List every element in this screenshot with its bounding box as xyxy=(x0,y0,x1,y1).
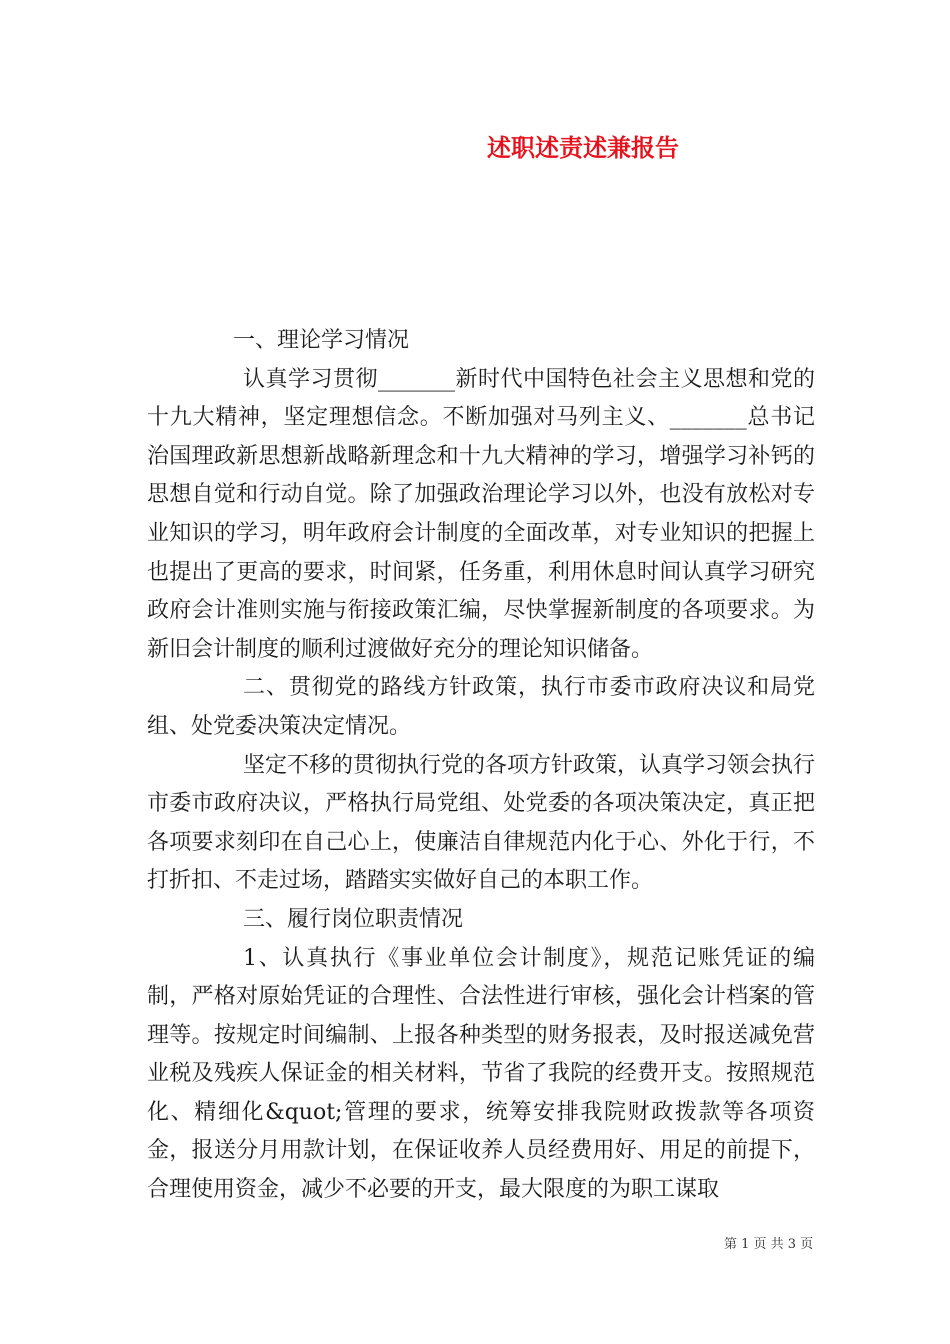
section-heading-party-policy: 二、贯彻党的路线方针政策，执行市委市政府决议和局党组、处党委决策决定情况。 xyxy=(147,675,815,739)
document-body xyxy=(147,322,815,1210)
section-heading-job-duties: 三、履行岗位职责情况 xyxy=(243,906,464,932)
section-heading-theory-study: 一、理论学习情况 xyxy=(233,328,410,353)
paragraph-theory-study: 认真学习贯彻_______新时代中国特色社会主义思想和党的十九大精神，坚定理想信念。不断加强对马列主义、_______总书记治国理政新思想新战略新理念和十九大精神的学习，增强学习补钙的思想自觉和行动自觉。除了加强政治理论学习以外，也没有放松对专业知识的学习，明年政府会计制度的全面改革，对专业知识的把握上也提出了更高的要求，时间紧，任务重，利用休息时间认真学习研究政府会计准则实施与衔接政策汇编，尽快掌握新制度的各项要求。为新旧会计制度的顺利过渡做好充分的理论知识储备。 xyxy=(147,366,815,662)
page-number-footer: 第 1 页 共 3 页 xyxy=(724,1237,814,1252)
document-title: 述职述责述兼报告 xyxy=(487,133,679,162)
paragraph-job-duties: 1、认真执行《事业单位会计制度》，规范记账凭证的编制，严格对原始凭证的合理性、合法性进行审核，强化会计档案的管理等。按规定时间编制、上报各种类型的财务报表，及时报送减免营业税及残疾人保证金的相关材料，节省了我院的经费开支。按照规范化、精细化&quot;管理的要求，统筹安排我院财政拨款等各项资金，报送分月用款计划，在保证收养人员经费用好、用足的前提下，合理使用资金，减少不必要的开支，最大限度的为职工谋取 xyxy=(147,945,815,1203)
paragraph-party-policy: 坚定不移的贯彻执行党的各项方针政策，认真学习领会执行市委市政府决议，严格执行局党组、处党委的各项决策决定，真正把各项要求刻印在自己心上，使廉洁自律规范内化于心、外化于行，不打折扣、不走过场，踏踏实实做好自己的本职工作。 xyxy=(147,752,816,894)
